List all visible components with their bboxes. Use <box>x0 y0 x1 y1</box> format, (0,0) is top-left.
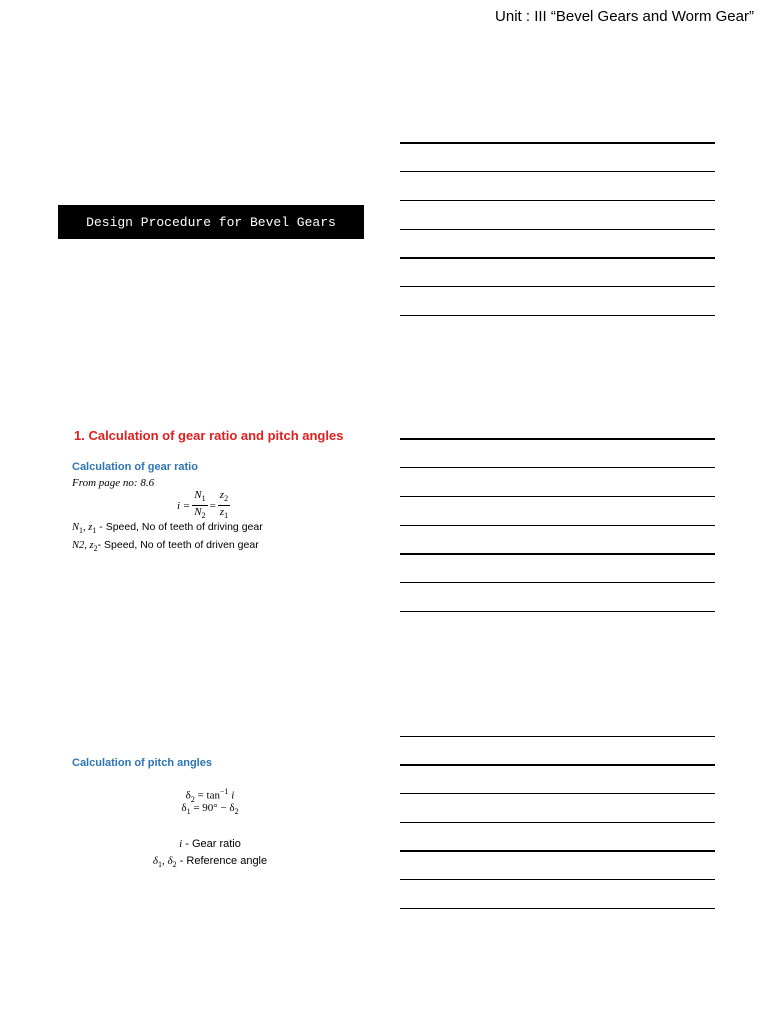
page-reference: From page no: 8.6 <box>72 477 155 489</box>
gear-ratio-subheading: Calculation of gear ratio <box>72 461 198 473</box>
fraction-speed <box>192 489 207 522</box>
pitch-angles-subheading: Calculation of pitch angles <box>72 757 212 769</box>
note-line <box>400 200 715 201</box>
section-heading: 1. Calculation of gear ratio and pitch angles <box>74 428 344 443</box>
note-line <box>400 736 715 737</box>
definition-driven-gear: N2, $z_2-$ Speed, No of teeth of driven gear <box>72 539 259 554</box>
fraction-numerator: $z_2$ <box>218 489 230 506</box>
fraction-denominator: $N_2$ <box>194 506 206 521</box>
section-banner <box>58 205 364 239</box>
note-line <box>400 822 715 823</box>
note-line <box>400 286 715 287</box>
note-line <box>400 171 715 172</box>
note-line <box>400 764 715 766</box>
note-line <box>400 467 715 468</box>
pitch-angle-equation-1: $\delta_1 = 90^\circ - \delta_2$ <box>181 802 239 817</box>
note-line <box>400 850 715 852</box>
note-line <box>400 553 715 555</box>
note-line <box>400 908 715 909</box>
eq-equals: = <box>209 499 216 512</box>
note-line <box>400 525 715 526</box>
note-line <box>400 793 715 794</box>
note-line <box>400 142 715 144</box>
definition-gear-ratio: i - Gear ratio <box>179 838 241 850</box>
definition-reference-angle: $\delta_1$, $\delta_2$ - Reference angle <box>152 855 268 870</box>
note-line <box>400 229 715 230</box>
gear-ratio-equation <box>177 489 232 522</box>
note-line <box>400 496 715 497</box>
fraction-denominator: $z_1$ <box>219 506 229 521</box>
note-line <box>400 438 715 440</box>
fraction-teeth <box>218 489 230 522</box>
fraction-numerator: $N_1$ <box>192 489 207 506</box>
banner-title: Design Procedure for Bevel Gears <box>86 214 336 230</box>
note-line <box>400 879 715 880</box>
note-line <box>400 315 715 316</box>
pitch-angle-equation-2: $\delta_2 = \tan^{-1} i$ <box>185 787 235 804</box>
definition-driving-gear: $N_1$, $z_1$ - Speed, No of teeth of driving gear <box>72 521 263 536</box>
page-header-title: Unit : III “Bevel Gears and Worm Gear” <box>495 8 754 25</box>
note-line <box>400 582 715 583</box>
eq-lhs: i = <box>177 499 191 512</box>
note-line <box>400 257 715 259</box>
note-line <box>400 611 715 612</box>
